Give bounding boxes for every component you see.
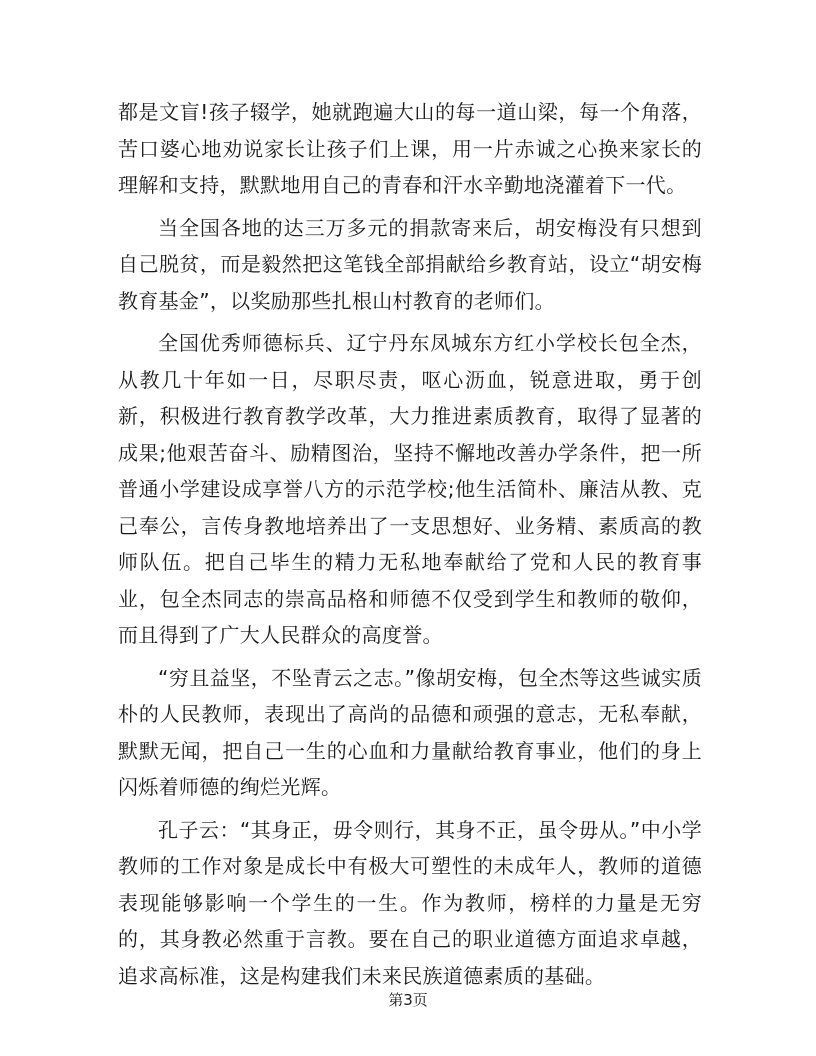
paragraph-bao-quanjie: 全国优秀师德标兵、辽宁丹东凤城东方红小学校长包全杰，从教几十年如一日，尽职尽责，呕心沥血，锐意进取，勇于创新，积极进行教育教学改革，大力推进素质教育，取得了显著的成果;他艰苦奋斗、励精图治，坚持不懈地改善办学条件，把一所普通小学建设成享誉八方的示范学校;他生活简朴、廉洁从教、克己奉公，言传身教地培养出了一支思想好、业务精、素质高的教师队伍。把自己毕生的精力无私地奉献给了党和人民的教育事业，包全杰同志的崇高品格和师德不仅受到学生和教师的敬仰，而且得到了广大人民群众的高度誉。 — [118, 331, 702, 647]
paragraph-confucius: 孔子云：“其身正，毋令则行，其身不正，虽令毋从。”中小学教师的工作对象是成长中有极大可塑性的未成年人，教师的道德表现能够影响一个学生的一生。作为教师，榜样的力量是无穷的，其身教必然重于言教。要在自己的职业道德方面追求卓越，追求高标准，这是构建我们未来民族道德素质的基础。 — [118, 817, 702, 988]
paragraph-quote-perseverance: “穷且益坚，不坠青云之志。”像胡安梅，包全杰等这些诚实质朴的人民教师，表现出了高尚的品德和顽强的意志，无私奉献，默默无闻，把自己一生的心血和力量献给教育事业，他们的身上闪烁着师德的绚烂光辉。 — [118, 665, 702, 799]
page-number: 第3页 — [388, 991, 428, 1009]
paragraph-donation: 当全国各地的达三万多元的捐款寄来后，胡安梅没有只想到自己脱贫，而是毅然把这笔钱全部捐献给乡教育站，设立“胡安梅教育基金”，以奖励那些扎根山村教育的老师们。 — [118, 215, 702, 313]
paragraph-continuation: 都是文盲!孩子辍学，她就跑遍大山的每一道山梁，每一个角落，苦口婆心地劝说家长让孩子们上课，用一片赤诚之心换来家长的理解和支持，默默地用自己的青春和汗水辛勤地浇灌着下一代。 — [118, 100, 702, 197]
document-body — [118, 94, 702, 1000]
